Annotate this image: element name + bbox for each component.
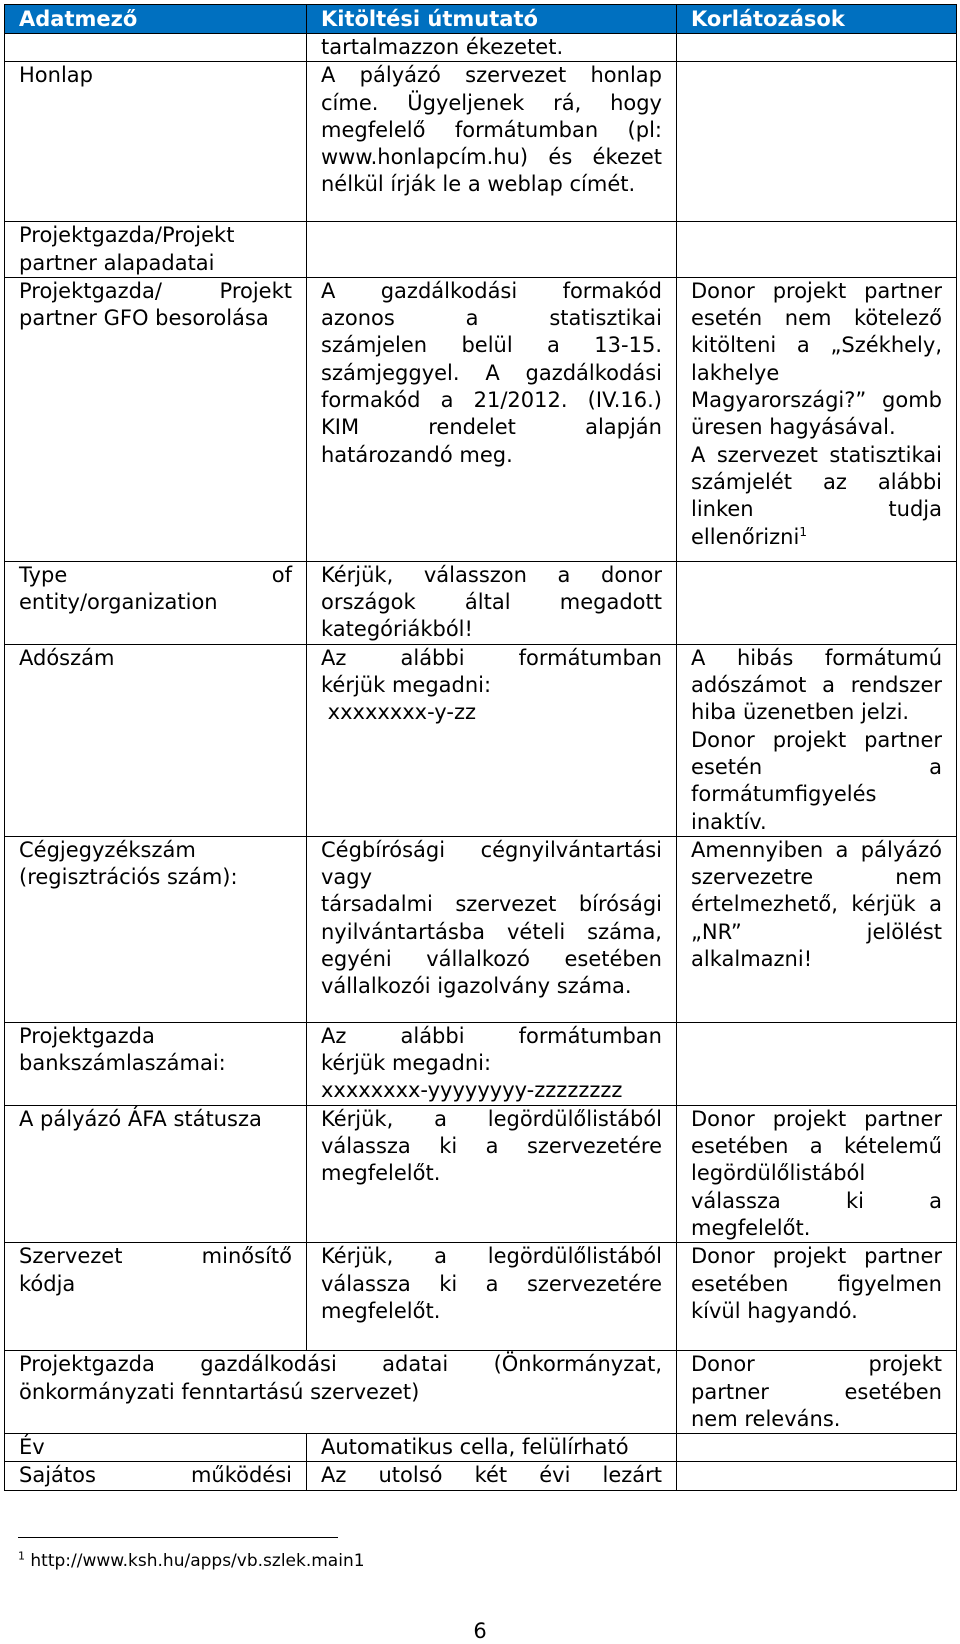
cell-line: országok által megadott: [321, 590, 662, 615]
cell-line: esetében figyelmen: [691, 1271, 942, 1296]
guidance-cell: [307, 561, 677, 644]
restriction-cell: [677, 1462, 957, 1490]
cell-line: A szervezet statisztikai: [691, 442, 942, 467]
guidance-cell: [307, 1105, 677, 1242]
cell-line: nem releváns.: [691, 1406, 841, 1431]
cell-line: Donor projekt partner: [691, 727, 942, 752]
field-name-cell: [5, 1243, 307, 1351]
page-number: 6: [473, 1619, 487, 1643]
cell-line: megfelelő formátumban (pl:: [321, 117, 662, 142]
footnote: [18, 1551, 365, 1571]
cell-line: azonos a statisztikai: [321, 306, 662, 331]
cell-line: számjelét az alábbi: [691, 469, 942, 494]
restriction-cell: [677, 222, 957, 278]
restriction-cell: [677, 62, 957, 222]
cell-line: Donor projekt partner: [691, 278, 942, 303]
cell-line: válassza ki a szervezetére: [321, 1271, 662, 1296]
document-table: [4, 4, 957, 1491]
cell-line: www.honlapcím.hu) és ékezet: [321, 145, 662, 170]
guidance-cell: [307, 222, 677, 278]
restriction-cell: [677, 561, 957, 644]
table-row: [5, 62, 957, 222]
table-row: [5, 34, 957, 62]
table-row: [5, 836, 957, 1022]
table-row: [5, 222, 957, 278]
cell-line: megfelelőt.: [321, 1298, 441, 1323]
field-name-cell: [5, 62, 307, 222]
guidance-cell: [307, 277, 677, 561]
cell-line: esetén a: [691, 754, 942, 779]
cell-line: Magyarországi?” gomb: [691, 388, 942, 413]
cell-line: Donor projekt partner: [691, 1106, 942, 1131]
cell-line: inaktív.: [691, 809, 767, 834]
cell-line: értelmezhető, kérjük a: [691, 892, 942, 917]
cell-line: formátumfigyelés: [691, 782, 877, 807]
footnote-separator: [18, 1537, 338, 1538]
cell-line: kívül hagyandó.: [691, 1298, 858, 1323]
table-row: [5, 644, 957, 836]
table-row: [5, 1351, 957, 1434]
cell-line: A pályázó ÁFA státusza: [19, 1106, 262, 1131]
header-adatmezo: Adatmező: [5, 5, 307, 34]
field-name-cell: [5, 277, 307, 561]
cell-line: Adószám: [19, 645, 115, 670]
section-heading-cell: [5, 222, 307, 278]
cell-line: Donor projekt: [691, 1352, 942, 1377]
field-name-cell: [5, 1462, 307, 1490]
cell-line: Automatikus cella, felülírható: [321, 1435, 629, 1460]
section-heading-cell: [5, 1351, 677, 1434]
cell-line: bankszámlaszámai:: [19, 1051, 226, 1076]
cell-line: xxxxxxxx-yyyyyyyy-zzzzzzzz: [321, 1078, 623, 1103]
cell-line: A gazdálkodási formakód: [321, 278, 662, 303]
table-row: [5, 1462, 957, 1490]
cell-line: esetén nem kötelező: [691, 306, 942, 331]
cell-line: üresen hagyásával.: [691, 415, 896, 440]
cell-line: megfelelőt.: [321, 1161, 441, 1186]
cell-line: vállalkozói igazolvány száma.: [321, 974, 632, 999]
cell-line: Projektgazda gazdálkodási adatai (Önkormányzat,: [19, 1352, 662, 1377]
guidance-cell: [307, 1462, 677, 1490]
cell-line: társadalmi szervezet bírósági: [321, 892, 662, 917]
guidance-cell: [307, 34, 677, 62]
cell-line: Kérjük, a legördülőlistából: [321, 1106, 662, 1131]
cell-line: legördülőlistából: [691, 1161, 866, 1186]
cell-line: Cégbírósági cégnyilvántartási: [321, 837, 662, 862]
guidance-cell: [307, 644, 677, 836]
cell-line: partner GFO besorolása: [19, 306, 269, 331]
cell-line: Kérjük, a legördülőlistából: [321, 1244, 662, 1269]
cell-line: lakhelye: [691, 360, 780, 385]
restriction-cell: [677, 1351, 957, 1434]
cell-line: kitölteni a „Székhely,: [691, 333, 942, 358]
guidance-cell: [307, 1434, 677, 1462]
cell-line: vagy: [321, 865, 373, 890]
cell-line: számjeggyel. A gazdálkodási: [321, 360, 662, 385]
cell-line: Projektgazda: [19, 1023, 155, 1048]
header-kitoltesi-utmutato: Kitöltési útmutató: [307, 5, 677, 34]
cell-line: Amennyiben a pályázó: [691, 837, 942, 862]
cell-line: nyilvántartásba vételi száma,: [321, 919, 662, 944]
table-row: [5, 1022, 957, 1105]
cell-line: Év: [19, 1435, 45, 1460]
restriction-cell: [677, 836, 957, 1022]
cell-line: Szervezet minősítő: [19, 1244, 292, 1269]
cell-line: kódja: [19, 1271, 76, 1296]
cell-line: kategóriákból!: [321, 617, 473, 642]
restriction-cell: [677, 277, 957, 561]
restriction-cell: [677, 1434, 957, 1462]
restriction-cell: [677, 644, 957, 836]
table-row: [5, 277, 957, 561]
cell-line: partner alapadatai: [19, 250, 215, 275]
cell-line: hiba üzenetben jelzi.: [691, 700, 910, 725]
cell-line: címe. Ügyeljenek rá, hogy: [321, 90, 662, 115]
cell-line: Az alábbi formátumban: [321, 645, 662, 670]
cell-line: partner esetében: [691, 1379, 942, 1404]
cell-line: válassza ki a szervezetére: [321, 1134, 662, 1159]
cell-line: tartalmazzon ékezetet.: [321, 35, 564, 59]
cell-line: entity/organization: [19, 590, 218, 615]
cell-line: megfelelőt.: [691, 1215, 811, 1240]
restriction-cell: [677, 1022, 957, 1105]
field-name-cell: [5, 1022, 307, 1105]
cell-line: (regisztrációs szám):: [19, 865, 238, 890]
guidance-cell: [307, 1243, 677, 1351]
cell-line: alkalmazni!: [691, 947, 813, 972]
guidance-cell: [307, 836, 677, 1022]
cell-line: kérjük megadni:: [321, 673, 492, 698]
field-name-cell: [5, 1105, 307, 1242]
cell-line: esetében a kételemű: [691, 1134, 942, 1159]
field-name-cell: [5, 561, 307, 644]
cell-line: szervezetre nem: [691, 865, 942, 890]
restriction-cell: [677, 34, 957, 62]
cell-line: nélkül írják le a weblap címét.: [321, 172, 636, 197]
cell-line: linken tudja: [691, 497, 942, 522]
footnote-link[interactable]: http://www.ksh.hu/apps/vb.szlek.main1: [30, 1551, 365, 1571]
table-row: [5, 1243, 957, 1351]
cell-line: számjelen belül a 13-15.: [321, 333, 662, 358]
table-row: [5, 1105, 957, 1242]
cell-line: Kérjük, válasszon a donor: [321, 562, 662, 587]
restriction-cell: [677, 1243, 957, 1351]
table-row: [5, 561, 957, 644]
cell-line: [691, 524, 942, 551]
cell-line: kérjük megadni:: [321, 1051, 492, 1076]
footnote-marker: 1: [799, 524, 807, 539]
cell-line: Projektgazda/ Projekt: [19, 278, 292, 303]
cell-line: határozandó meg.: [321, 442, 513, 467]
cell-line: Honlap: [19, 63, 93, 88]
cell-line: egyéni vállalkozó esetében: [321, 947, 662, 972]
guidance-cell: [307, 1022, 677, 1105]
cell-line: Cégjegyzékszám: [19, 837, 196, 862]
restriction-cell: [677, 1105, 957, 1242]
cell-line: Type of: [19, 562, 292, 587]
field-name-cell: [5, 34, 307, 62]
cell-line: adószámot a rendszer: [691, 673, 942, 698]
cell-line: A pályázó szervezet honlap: [321, 63, 662, 88]
cell-line: Projektgazda/Projekt: [19, 223, 235, 248]
guidance-cell: [307, 62, 677, 222]
field-name-cell: [5, 1434, 307, 1462]
field-name-cell: [5, 836, 307, 1022]
field-name-cell: [5, 644, 307, 836]
cell-line: Donor projekt partner: [691, 1244, 942, 1269]
table-header-row: [5, 5, 957, 34]
cell-line: A hibás formátumú: [691, 645, 942, 670]
footnote-number: 1: [18, 1549, 25, 1563]
cell-line: KIM rendelet alapján: [321, 415, 662, 440]
cell-line: formakód a 21/2012. (IV.16.): [321, 388, 662, 413]
cell-line: Az utolsó két évi lezárt: [321, 1463, 662, 1488]
table-row: [5, 1434, 957, 1462]
cell-line: válassza ki a: [691, 1188, 942, 1213]
header-korlatozasok: Korlátozások: [677, 5, 957, 34]
cell-line: xxxxxxxx-y-zz: [321, 700, 476, 725]
footnote-ref-text: ellenőrizni: [691, 524, 800, 549]
cell-line: „NR” jelölést: [691, 919, 942, 944]
cell-line: önkormányzati fenntartású szervezet): [19, 1379, 420, 1404]
cell-line: Az alábbi formátumban: [321, 1023, 662, 1048]
cell-line: Sajátos működési: [19, 1463, 292, 1488]
